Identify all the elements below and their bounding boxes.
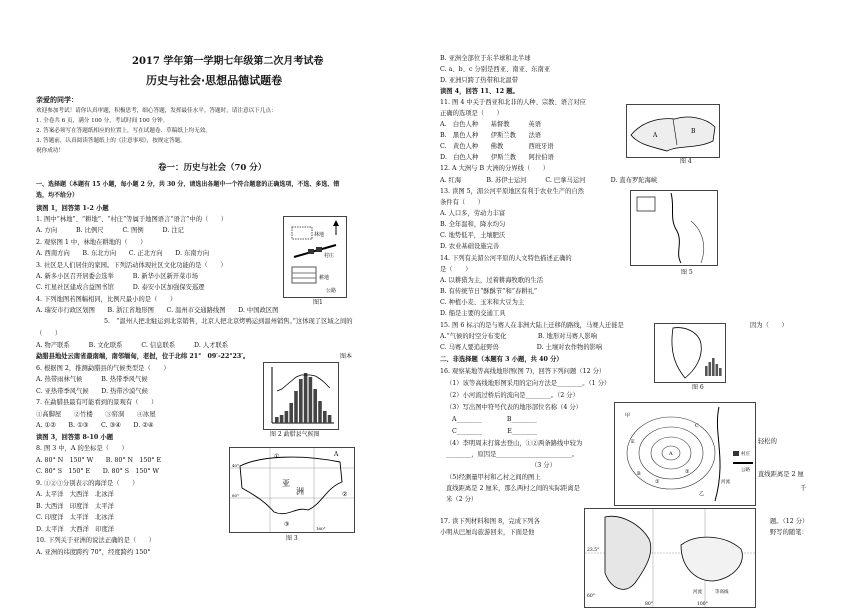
figure-7-drawing xyxy=(615,403,755,505)
greeting-body: 欢迎参加考试！请你认真审题，积极思考，细心答题，发挥最佳水平。答题时，请注意以下几点： xyxy=(36,108,277,114)
figure-6-map xyxy=(654,323,726,383)
q10-option-d: D. 亚洲只跨了热带和北温带 xyxy=(440,77,519,84)
q3-options-cd: C. 红星社区建成合益图书馆 D. 泰安小区加强保安巡逻 xyxy=(36,284,205,291)
q2-options: A. 西南方向 B. 东北方向 C. 正北方向 D. 东南方向 xyxy=(36,250,210,257)
fig7-label-e: E xyxy=(631,439,635,445)
q13-option-d: D. 农业基础设施完善 xyxy=(440,243,500,250)
fig3-label-40: 40° xyxy=(232,463,240,468)
figure-8-drawing xyxy=(585,509,755,607)
note-2: 2. 答案必须写在答题纸相应的位置上，写在试题卷、草稿纸上均无效。 xyxy=(36,128,211,134)
q6: 6. 根据图 2，推测勐腊县的气候类型是（ ） xyxy=(36,365,170,372)
fig6-chart-bars xyxy=(705,358,722,376)
fig7-river xyxy=(715,407,720,501)
q10: 10. 下列关于亚洲的说法正确的是（ ） xyxy=(36,537,156,544)
fig8-label-80: 80° xyxy=(645,602,653,607)
exam-title: 2017 学年第一学期七年级第二次月考试卷 xyxy=(132,56,324,67)
q16: 16. 观察某地等高线地形图(图 7)，回答下列问题（12 分） xyxy=(440,368,606,375)
q17-score: 题。（12 分） xyxy=(770,518,809,525)
q6-options-cd: C. 亚热带季风气候 D. 热带沙漠气候 xyxy=(36,388,148,395)
q8: 8. 图 3 中，A 的坐标是（ ） xyxy=(36,445,128,452)
farmland-area xyxy=(292,267,316,283)
dist-unit: 千 xyxy=(800,485,807,492)
fig8-label-235: 23.5° xyxy=(587,548,600,553)
q16-5-cont: 直线距离是 2 厘米，那么两村之间的实际距离是 xyxy=(446,485,580,492)
fig6-bar-4 xyxy=(716,364,719,376)
figure-2-drawing xyxy=(264,363,338,429)
q11-option-a: A. 白色人种 基督教 英语 xyxy=(440,121,542,128)
figure-4-map xyxy=(626,104,720,158)
q5-bracket: （ ） xyxy=(36,330,62,337)
q16-3: （3）写出图中符号代表的地形部位名称（4 分） xyxy=(446,404,582,411)
fig7-label-route-2: ② xyxy=(685,469,690,475)
fig1-label-village: 村庄 xyxy=(324,253,335,259)
fig4-label-a: A xyxy=(653,132,658,139)
q1: 1. 图中“林地”、“耕地”、“村庄”等属于地图语言“语言”中的（ ） xyxy=(36,216,228,223)
note-3: 3. 答题前，认真阅读答题纸上的《注意事项》，按规定答题。 xyxy=(36,138,186,144)
fig5-coast xyxy=(691,221,704,263)
fig7-label-river: 河流 xyxy=(721,480,730,485)
q13-cont: 条件有（ ） xyxy=(440,199,485,206)
q7-items: ①高脚屋 ②竹楼 ③窑洞 ④冰屋 xyxy=(36,411,156,418)
figure-4-caption: 图 4 xyxy=(680,158,692,165)
fig2-temp-curve xyxy=(277,375,330,391)
q7: 7. 在勐腊县最有可能看到的景观有（ ） xyxy=(36,399,158,406)
fig5-river xyxy=(671,193,681,263)
fig5-inset xyxy=(637,197,655,211)
right-column xyxy=(430,0,860,608)
note-closing: 祝你成功！ xyxy=(36,148,64,154)
fig3-label-ocean-1: ① xyxy=(274,453,280,460)
section1-title: 卷一：历史与社会（70 分） xyxy=(158,163,267,173)
village-block-1 xyxy=(308,249,314,254)
q11-option-c: C. 黄色人种 佛教 西班牙语 xyxy=(440,143,554,150)
fig2-bar-11 xyxy=(323,411,327,423)
figure-4-drawing xyxy=(627,105,719,157)
q13-option-b: B. 全年温和，降水均匀 xyxy=(440,221,506,228)
q14-option-a: A. 以耕猎为主，过着耕海牧歌的生活 xyxy=(440,277,544,284)
q12-options: A. 红海 B. 苏伊士运河 C. 巴拿马运河 D. 直布罗陀海峡 xyxy=(440,177,658,184)
q14-option-c: C. 种植小麦、玉米和大豆为主 xyxy=(440,299,525,306)
fig7-label-village: 村庄 xyxy=(741,452,750,457)
fig2-precip-bars xyxy=(275,373,331,423)
q13: 13. 读图 5，湄公河平原地区有利于农业生产的自然 xyxy=(440,188,584,195)
read-fig1: 读图 1，回答第 1-2 小题 xyxy=(36,205,109,212)
figure-3-drawing xyxy=(230,448,354,532)
q4-options: A. 瑞安市行政区划图 B. 浙江省地形图 C. 温州市交通路线图 D. 中国政区图 xyxy=(36,307,279,314)
fig1-label-farmland: 耕地 xyxy=(319,275,330,281)
q11-option-d: D. 白色人种 伊斯兰教 阿拉伯语 xyxy=(440,154,554,161)
q2: 2. 观察图 1 中，林地在耕地的（ ） xyxy=(36,239,147,246)
figure-7-contour-map xyxy=(614,402,756,506)
easy-label: 轻松的 xyxy=(758,438,777,445)
mcq-intro-1: 一、选择题（本题有 15 小题，每小题 2 分，共 30 分，请选出各题中一个符合题意的正确选项，不选、多选、错 xyxy=(36,181,340,188)
fig2-bar-8 xyxy=(309,377,313,423)
q13-option-a: A. 人口多，劳动力丰富 xyxy=(440,210,506,217)
q9-option-b: B. 大西洋 印度洋 太平洋 xyxy=(36,503,114,510)
q17-cont: 小明从巴厘岛旅游回来，下面是他 xyxy=(440,529,535,536)
fig3-label-ya: 亚 xyxy=(282,479,290,488)
figure-6-drawing xyxy=(655,324,725,382)
fig2-bar-12 xyxy=(328,415,332,423)
figure-1-drawing xyxy=(284,217,346,297)
q17: 17. 读下列材料和图 8，完成下列各 xyxy=(440,518,540,525)
figure-5-drawing xyxy=(631,191,717,265)
fig6-bar-1 xyxy=(705,366,708,376)
village-block-2 xyxy=(316,247,322,252)
fig6-bar-2 xyxy=(709,362,712,376)
fig1-label-road: 公路 xyxy=(326,288,337,294)
figure-3-caption: 图 3 xyxy=(286,535,298,542)
figure-3-asia-map xyxy=(229,447,355,533)
fig8-label-60: 60° xyxy=(587,594,595,599)
q10-option-a: A. 亚洲的纬度跨约 70°，经度跨约 150° xyxy=(36,549,151,556)
fig7-label-route-1: ① xyxy=(655,479,660,485)
figure-2-climate-chart xyxy=(263,362,339,430)
fig2-side-label: 图本 xyxy=(340,353,353,360)
fig1-label-forest: 林地 xyxy=(314,232,325,238)
figure-1-caption: 图1 xyxy=(313,299,323,306)
fig2-bar-1 xyxy=(275,417,279,423)
q9-option-d: D. 太平洋 大西洋 印度洋 xyxy=(36,526,115,533)
figure-8-map xyxy=(584,508,756,608)
dist-label: 直线距离是 2 厘 xyxy=(758,471,804,478)
fig7-label-a: A xyxy=(669,451,673,457)
subject-title: 历史与社会·思想品德试题卷 xyxy=(146,74,283,87)
fig3-label-ocean-2: ② xyxy=(342,491,348,498)
fig7-label-jia: 甲 xyxy=(625,413,631,419)
q8-options-ab: A. 80° N 150° W B. 80° N 150° E xyxy=(36,457,162,464)
q6-options-ab: A. 热带雨林气候 B. 热带季风气候 xyxy=(36,376,148,383)
q12: 12. A 大洲与 B 大洲的分界线（ ） xyxy=(440,165,550,172)
q14: 14. 下列有关湄公河平原的人文特色描述正确的 xyxy=(440,255,572,262)
q14-option-d: D. 船是主要的交通工具 xyxy=(440,310,506,317)
fig8-label-contour: 等高线 xyxy=(715,590,729,595)
mcq-intro-2: 选，均不给分） xyxy=(36,192,79,199)
mengla-intro: 勐腊县地处云南省最南端，南邻缅甸，老挝，位于北纬 21° 09′-22°23′。 xyxy=(36,353,250,360)
q14-cont: 是（ ） xyxy=(440,266,472,273)
fig2-bar-7 xyxy=(304,373,308,423)
q16-4: （4）李明周末打算去登山，①②两条路线中较为 xyxy=(446,440,583,447)
fig2-bar-6 xyxy=(299,379,303,423)
fig8-island xyxy=(681,537,742,581)
fig2-bar-9 xyxy=(313,389,317,423)
q10-option-c: C. a、b、c 分别是西亚、南亚、东南亚 xyxy=(440,66,551,73)
section-nonmcq: 二、非选择题（本题有 3 小题，共 40 分） xyxy=(440,356,563,363)
fig3-label-a: A xyxy=(334,451,339,458)
q9: 9. ①②③分别表示的海洋是（ ） xyxy=(36,480,139,487)
read-fig3: 读图 3，回答第 8-10 小题 xyxy=(36,434,114,441)
q11-option-b: B. 黑色人种 伊斯兰教 法语 xyxy=(440,132,542,139)
q3: 3. 社区是人们居住的家园。下列活动体现社区文化功能的是（ ） xyxy=(36,262,227,269)
figure-5-caption: 图 5 xyxy=(681,269,693,276)
fig4-land xyxy=(631,117,715,151)
read-fig4: 读图 4，回答 11、12 题。 xyxy=(440,88,519,95)
fig7-label-b: B xyxy=(637,471,641,477)
q3-options-ab: A. 新多小区召开居委会选举 B. 新华小区新开菜市场 xyxy=(36,273,199,280)
q5-options: A. 物产联系 B. 文化联系 C. 信息联系 D. 人才联系 xyxy=(36,342,229,349)
q16-3-ce: C________ E________ xyxy=(452,428,537,435)
q16-4-cont: ________，原因是________________________。 xyxy=(446,451,579,458)
fig3-label-160: 160° xyxy=(316,526,326,531)
fig7-village-symbol xyxy=(733,451,739,456)
q15-options-ab: A.“气候的时空分布变化 B. 地形对马赛人影响 xyxy=(440,333,597,340)
q15: 15. 图 6 标示的是与赛人在非洲大陆上迁移的路线，马赛人迁徙是 xyxy=(440,322,624,329)
fig2-bar-10 xyxy=(318,401,322,423)
fig2-bar-5 xyxy=(294,391,298,423)
fig3-continent-outline xyxy=(240,457,342,514)
fig7-label-road: 公路 xyxy=(741,468,750,473)
q1-options: A. 方向 B. 比例尺 C. 图例 D. 注记 xyxy=(36,227,184,234)
q9-option-c: C. 印度洋 太平洋 北冰洋 xyxy=(36,514,114,521)
q16-5-score: 米（2 分） xyxy=(446,496,478,503)
fig2-bar-2 xyxy=(280,415,284,423)
fig8-landmass xyxy=(605,516,651,589)
north-arrow-icon xyxy=(333,220,339,226)
q11: 11. 图 4 中关于西亚和北非的人种、宗教、语言对应 xyxy=(440,99,586,106)
fig3-label-ocean-3: ③ xyxy=(284,521,290,528)
fig3-label-80: 80° xyxy=(232,493,240,498)
note-1: 1. 全卷共 6 页，满分 100 分，考试时间 100 分钟。 xyxy=(36,118,169,124)
fig3-label-zhou: 洲 xyxy=(296,487,304,496)
fig2-bar-4 xyxy=(289,403,293,423)
q15-options-cd: C. 马赛人要追赶野兽 D. 土壤对农作物的影响 xyxy=(440,344,603,351)
fig2-bar-3 xyxy=(285,411,289,423)
figure-2-caption: 图 2 勐腊县气候图 xyxy=(270,431,320,438)
q16-4-score: （3 分） xyxy=(446,462,556,469)
q16-3-ab: A________ B________ xyxy=(452,416,537,423)
fig8-label-river: 河流 xyxy=(693,590,702,595)
fig6-africa-outline xyxy=(672,328,701,378)
q5: 5. “温州人把北駐运到北京销售，北京人把北京烤鸭运到温州销售。”这体现了区域之间的 xyxy=(104,318,353,325)
forest-area xyxy=(292,227,312,239)
figure-5-map xyxy=(630,190,718,266)
fig7-label-yi: 乙 xyxy=(699,491,705,497)
figure-1-map xyxy=(283,216,347,298)
q11-cont: 正确的选项是（ ） xyxy=(440,110,503,117)
q16-1: （1）该等高线地形图采用的定向方法是________。（1 分） xyxy=(446,380,611,387)
q14-option-b: B. 有传统节日“酥酥节”和“春耕礼” xyxy=(440,288,538,295)
q4: 4. 下列地图若图幅相同，比例尺最小的是（ ） xyxy=(36,296,177,303)
q16-2: （2）小河流过桥后的流向是________。（2 分） xyxy=(446,392,579,399)
q7-options: A. ①② B. ①③ C. ③④ D. ②④ xyxy=(36,422,154,429)
q8-options-cd: C. 80° S 150° E D. 80° S 150° W xyxy=(36,468,159,475)
greeting: 亲爱的同学： xyxy=(36,95,78,104)
q16-5: （5)经测量甲村和乙村之间的图上 xyxy=(446,474,541,481)
q13-option-c: C. 地势低平，土壤肥沃 xyxy=(440,232,506,239)
fig6-bar-5 xyxy=(719,368,722,376)
q10-option-b: B. 亚洲全部位于东半球和北半球 xyxy=(440,55,531,62)
fig8-label-100: 100° xyxy=(697,602,708,607)
fig4-label-b: B xyxy=(691,128,696,135)
q17-tail: 野写的随笔： xyxy=(770,529,808,536)
figure-6-caption: 图 6 xyxy=(692,384,704,391)
fig7-label-c: C xyxy=(695,423,699,429)
q15-reason-tail: 因为（ ） xyxy=(750,322,788,329)
q9-option-a: A. 太平洋 大西洋 北冰洋 xyxy=(36,491,114,498)
fig6-bar-3 xyxy=(712,358,715,376)
